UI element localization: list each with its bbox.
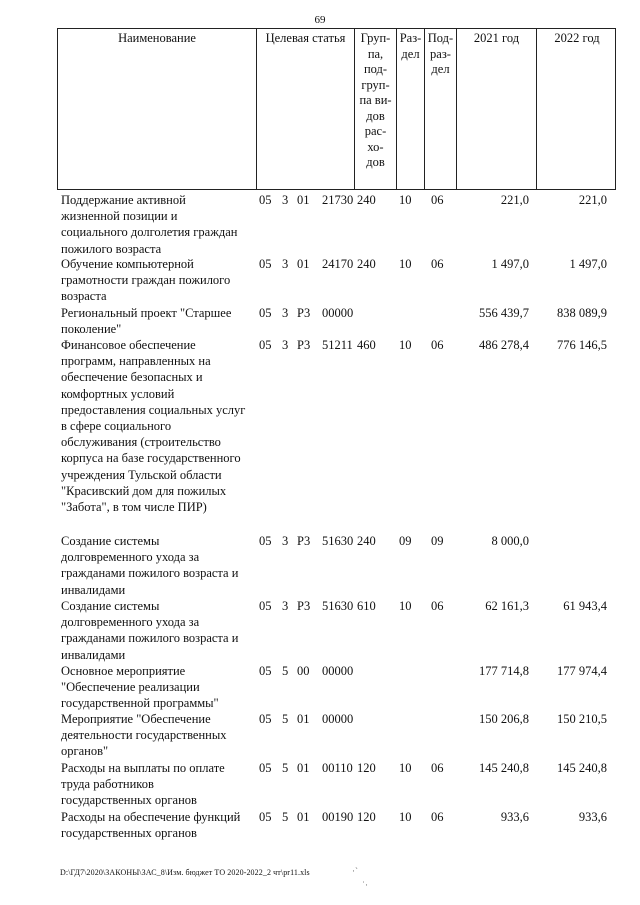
section-code: 10	[399, 193, 412, 207]
target-c3: 01	[297, 810, 310, 824]
amount-2022: 838 089,9	[557, 306, 607, 320]
target-c4: 51630	[322, 599, 354, 613]
amount-2021: 8 000,0	[491, 534, 529, 548]
target-c2: 3	[282, 193, 289, 207]
target-c2: 3	[282, 534, 289, 548]
section-code: 10	[399, 338, 412, 352]
target-c1: 05	[259, 712, 272, 726]
target-c1: 05	[259, 534, 272, 548]
target-c3: P3	[297, 534, 311, 548]
row-name: Мероприятие "Обеспечение деятельности государственных органов"	[61, 712, 227, 759]
target-c4: 00190	[322, 810, 354, 824]
target-c4: 00000	[322, 712, 354, 726]
amount-2022: 1 497,0	[569, 257, 607, 271]
target-c1: 05	[259, 306, 272, 320]
target-c4: 00000	[322, 664, 354, 678]
amount-2021: 221,0	[500, 193, 529, 207]
target-c2: 5	[282, 712, 289, 726]
target-c3: 01	[297, 761, 310, 775]
group-code: 120	[357, 810, 376, 824]
row-name: Расходы на обеспечение функций государственных органов	[61, 810, 241, 841]
row-name: Финансовое обеспечение программ, направленных на обеспечение безопасных и комфортных условий предоставления социальных услуг в сфере социального обслуживания (строительство корпуса на базе государственного учреждения Тульской области "Красивский дом для пожилых "Забота", в том числе ПИР)	[61, 338, 246, 515]
amount-2021: 145 240,8	[479, 761, 529, 775]
amount-2021: 62 161,3	[485, 599, 529, 613]
scan-mark: ·ˋ	[352, 866, 358, 876]
header-2021: 2021 год	[456, 29, 536, 189]
subsection-code: 06	[431, 257, 444, 271]
amount-2022: 145 240,8	[557, 761, 607, 775]
page-number: 69	[314, 14, 326, 26]
header-target: Целевая статья	[256, 29, 354, 189]
target-c1: 05	[259, 599, 272, 613]
table-header	[57, 28, 616, 190]
file-path-footer: D:\ГД7\2020\ЗАКОНЫ\ЗАС_8\Изм. бюджет ТО 2020-2022_2 чт\pr11.xls	[60, 868, 310, 877]
subsection-code: 06	[431, 810, 444, 824]
target-c4: 51211	[322, 338, 353, 352]
row-name: Создание системы долговременного ухода за гражданами пожилого возраста и инвалидами	[61, 599, 239, 662]
row-name: Расходы на выплаты по оплате труда работников государственных органов	[61, 761, 225, 808]
amount-2022: 150 210,5	[557, 712, 607, 726]
target-c2: 5	[282, 664, 289, 678]
group-code: 610	[357, 599, 376, 613]
target-c4: 24170	[322, 257, 354, 271]
subsection-code: 06	[431, 338, 444, 352]
header-group: Груп- па, под- груп- па ви- дов рас- хо- дов	[354, 29, 396, 189]
header-name: Наименование	[118, 31, 196, 45]
section-code: 10	[399, 257, 412, 271]
amount-2021: 177 714,8	[479, 664, 529, 678]
target-c2: 3	[282, 599, 289, 613]
subsection-code: 06	[431, 193, 444, 207]
section-code: 09	[399, 534, 412, 548]
header-2022: 2022 год	[536, 29, 617, 189]
target-c4: 51630	[322, 534, 354, 548]
group-code: 240	[357, 534, 376, 548]
target-c1: 05	[259, 257, 272, 271]
target-c3: P3	[297, 338, 311, 352]
amount-2022: 776 146,5	[557, 338, 607, 352]
section-code: 10	[399, 761, 412, 775]
subsection-code: 06	[431, 761, 444, 775]
group-code: 120	[357, 761, 376, 775]
group-code: 460	[357, 338, 376, 352]
amount-2022: 177 974,4	[557, 664, 607, 678]
group-code: 240	[357, 257, 376, 271]
header-subsection: Под- раз- дел	[424, 29, 456, 189]
target-c3: P3	[297, 306, 311, 320]
target-c2: 5	[282, 810, 289, 824]
amount-2021: 1 497,0	[491, 257, 529, 271]
amount-2022: 933,6	[578, 810, 607, 824]
target-c1: 05	[259, 810, 272, 824]
target-c2: 5	[282, 761, 289, 775]
group-code: 240	[357, 193, 376, 207]
target-c2: 3	[282, 338, 289, 352]
target-c4: 00000	[322, 306, 354, 320]
target-c3: 01	[297, 712, 310, 726]
section-code: 10	[399, 810, 412, 824]
subsection-code: 09	[431, 534, 444, 548]
row-name: Поддержание активной жизненной позиции и социального долголетия граждан пожилого возраста	[61, 193, 238, 256]
target-c3: 01	[297, 257, 310, 271]
subsection-code: 06	[431, 599, 444, 613]
target-c1: 05	[259, 761, 272, 775]
target-c4: 00110	[322, 761, 353, 775]
row-name: Основное мероприятие "Обеспечение реализации государственной программы"	[61, 664, 219, 711]
header-section: Раз- дел	[396, 29, 424, 189]
target-c2: 3	[282, 257, 289, 271]
amount-2021: 486 278,4	[479, 338, 529, 352]
target-c1: 05	[259, 193, 272, 207]
amount-2022: 221,0	[578, 193, 607, 207]
amount-2021: 933,6	[500, 810, 529, 824]
amount-2022: 61 943,4	[563, 599, 607, 613]
target-c2: 3	[282, 306, 289, 320]
row-name: Обучение компьютерной грамотности граждан пожилого возраста	[61, 257, 231, 304]
amount-2021: 150 206,8	[479, 712, 529, 726]
row-name: Региональный проект "Старшее поколение"	[61, 306, 232, 337]
amount-2021: 556 439,7	[479, 306, 529, 320]
target-c1: 05	[259, 338, 272, 352]
scan-mark: ˙·	[362, 880, 368, 890]
target-c3: 01	[297, 193, 310, 207]
target-c3: 00	[297, 664, 310, 678]
target-c4: 21730	[322, 193, 354, 207]
row-name: Создание системы долговременного ухода за гражданами пожилого возраста и инвалидами	[61, 534, 239, 597]
target-c3: P3	[297, 599, 311, 613]
target-c1: 05	[259, 664, 272, 678]
section-code: 10	[399, 599, 412, 613]
